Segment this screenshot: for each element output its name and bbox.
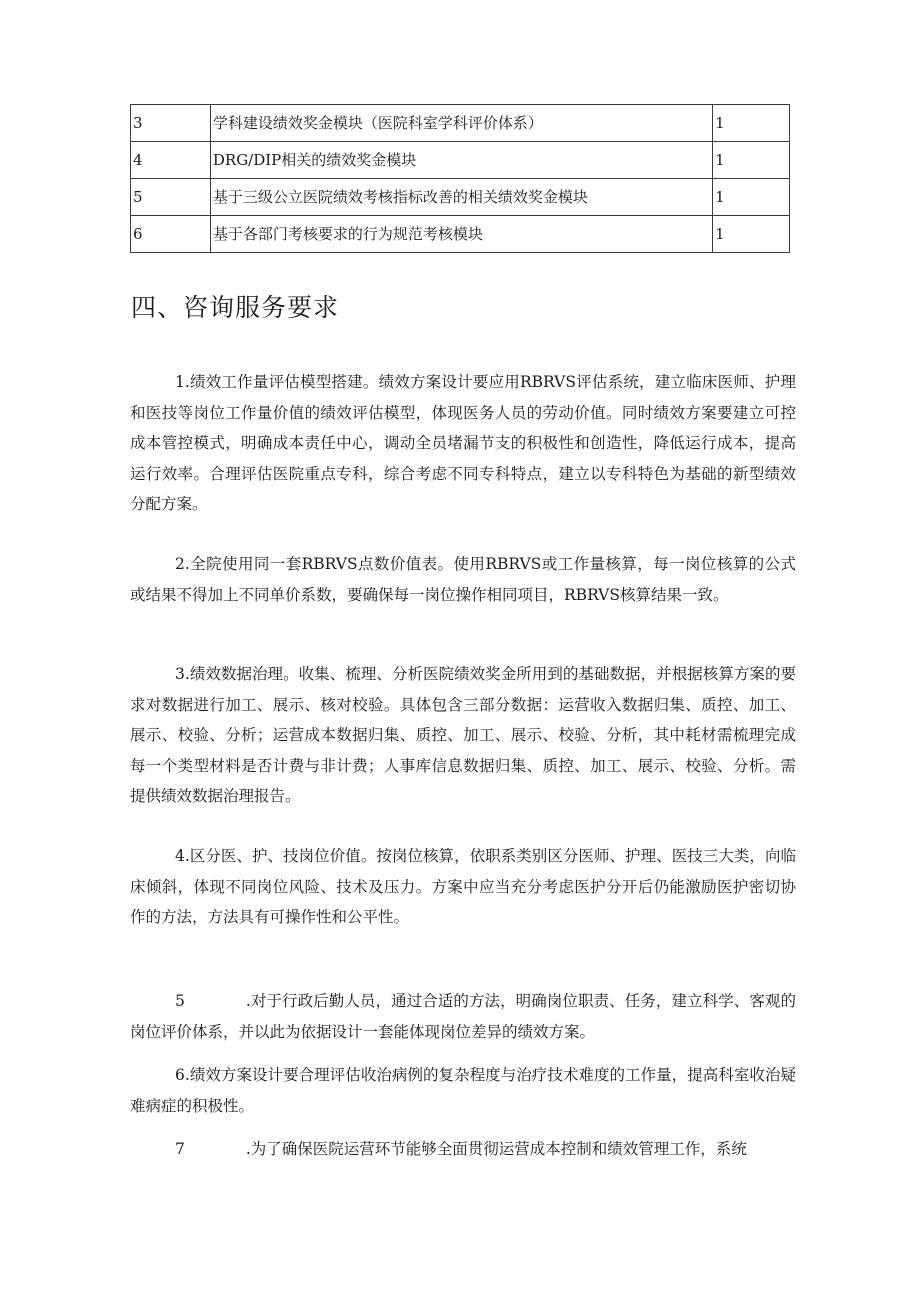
- row-number: 6: [131, 216, 211, 253]
- paragraph-5-number: 5: [175, 992, 185, 1010]
- paragraph-7: [130, 1134, 796, 1165]
- module-name: DRG/DIP相关的绩效奖金模块: [210, 142, 712, 179]
- paragraph-3: 3.绩效数据治理。收集、梳理、分析医院绩效奖金所用到的基础数据，并根据核算方案的要求对数据进行加工、展示、核对校验。具体包含三部分数据：运营收入数据归集、质控、加工、展示、校验、分析；运营成本数据归集、质控、加工、展示、校验、分析，其中耗材需梳理完成每一个类型材料是否计费与非计费；人事库信息数据归集、质控、加工、展示、校验、分析。需提供绩效数据治理报告。: [130, 665, 796, 805]
- row-number: 5: [131, 179, 211, 216]
- module-quantity: 1: [713, 179, 790, 216]
- section-title: 四、咨询服务要求: [131, 293, 340, 322]
- paragraph-5-text: .对于行政后勤人员，通过合适的方法，明确岗位职责、任务，建立科学、客观的岗位评价体系，并以此为依据设计一套能体现岗位差异的绩效方案。: [130, 992, 796, 1041]
- table-row: [131, 216, 790, 253]
- row-number: 4: [131, 142, 211, 179]
- table-row: [131, 179, 790, 216]
- paragraph-7-text: .为了确保医院运营环节能够全面贯彻运营成本控制和绩效管理工作，系统: [245, 1140, 747, 1158]
- paragraph-4: 4.区分医、护、技岗位价值。按岗位核算，依职系类别区分医师、护理、医技三大类，向临床倾斜，体现不同岗位风险、技术及压力。方案中应当充分考虑医护分开后仍能激励医护密切协作的方法，方法具有可操作性和公平性。: [130, 847, 796, 926]
- module-quantity: 1: [713, 105, 790, 142]
- module-quantity: 1: [713, 142, 790, 179]
- module-name: 学科建设绩效奖金模块（医院科室学科评价体系）: [210, 105, 712, 142]
- paragraph-6: 6.绩效方案设计要合理评估收治病例的复杂程度与治疗技术难度的工作量，提高科室收治疑难病症的积极性。: [130, 1066, 796, 1115]
- paragraph-5: [130, 986, 796, 1047]
- module-name: 基于三级公立医院绩效考核指标改善的相关绩效奖金模块: [210, 179, 712, 216]
- row-number: 3: [131, 105, 211, 142]
- module-quantity: 1: [713, 216, 790, 253]
- paragraph-2: 2.全院使用同一套RBRVS点数价值表。使用RBRVS或工作量核算，每一岗位核算的公式或结果不得加上不同单价系数，要确保每一岗位操作相同项目，RBRVS核算结果一致。: [130, 555, 796, 604]
- paragraph-1: 1.绩效工作量评估模型搭建。绩效方案设计要应用RBRVS评估系统，建立临床医师、护理和医技等岗位工作量价值的绩效评估模型，体现医务人员的劳动价值。同时绩效方案要建立可控成本管控模式，明确成本责任中心，调动全员堵漏节支的积极性和创造性，降低运行成本，提高运行效率。合理评估医院重点专科，综合考虑不同专科特点，建立以专科特色为基础的新型绩效分配方案。: [130, 373, 796, 513]
- table-row: [131, 105, 790, 142]
- module-name: 基于各部门考核要求的行为规范考核模块: [210, 216, 712, 253]
- module-table: [130, 104, 790, 253]
- paragraph-7-number: 7: [175, 1140, 185, 1158]
- table-row: [131, 142, 790, 179]
